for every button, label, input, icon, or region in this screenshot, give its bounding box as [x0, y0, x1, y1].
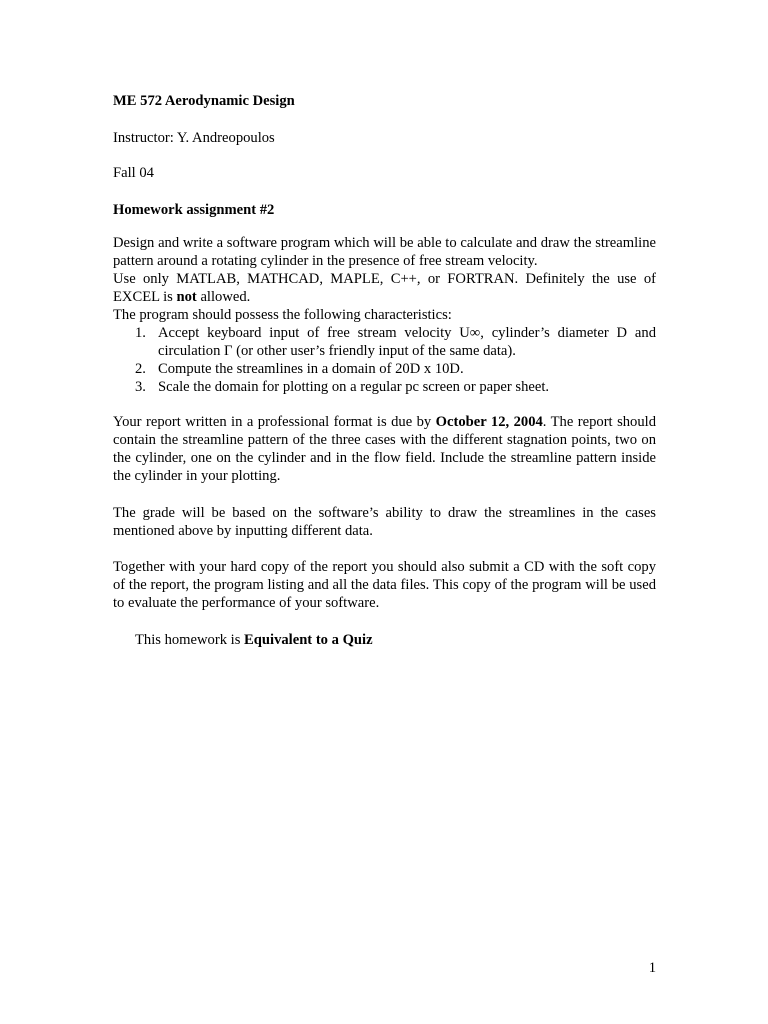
not-emphasis: not [176, 289, 197, 305]
characteristics-paragraph: The program should possess the following characteristics: [113, 307, 452, 323]
course-title: ME 572 Aerodynamic Design [113, 93, 295, 109]
language-paragraph [113, 270, 656, 306]
list-number: 3. [135, 379, 146, 395]
list-text: Accept keyboard input of free stream velocity U∞, cylinder’s diameter D and circulation Γ (or other user’s friendly input of the same data). [158, 325, 656, 359]
language-suffix: allowed. [196, 289, 251, 305]
assignment-title: Homework assignment #2 [113, 202, 275, 218]
grade-section [113, 504, 656, 540]
list-number: 1. [135, 325, 146, 341]
requirements-list [113, 324, 656, 396]
list-number: 2. [135, 361, 146, 377]
design-paragraph: Design and write a software program which will be able to calculate and draw the streamline pattern around a rotating cylinder in the presence of free stream velocity. [113, 235, 656, 269]
term-line: Fall 04 [113, 165, 154, 181]
list-text: Scale the domain for plotting on a regular pc screen or paper sheet. [158, 379, 550, 395]
instructor-line: Instructor: Y. Andreopoulos [113, 130, 275, 146]
quiz-emphasis: Equivalent to a Quiz [244, 632, 373, 648]
list-item [135, 324, 656, 360]
submission-paragraph: Together with your hard copy of the report you should also submit a CD with the soft copy of the report, the program listing and all the data files. This copy of the program will be used to evaluate the performance of your software. [113, 559, 656, 611]
grade-paragraph: The grade will be based on the software’s ability to draw the streamlines in the cases mentioned above by inputting different data. [113, 505, 656, 539]
report-suffix: . The report should contain the streamline pattern of the three cases with the different stagnation points, two on the cylinder, one on the cylinder and in the flow field. Include the streamline pattern inside the cylinder in your plotting. [113, 414, 656, 484]
quiz-note [135, 631, 635, 649]
language-text: Use only MATLAB, MATHCAD, MAPLE, C++, or FORTRAN. Definitely the use of EXCEL is [113, 271, 656, 305]
due-date: October 12, 2004 [435, 414, 543, 430]
submission-section [113, 558, 656, 612]
page-number: 1 [648, 960, 656, 976]
report-prefix: Your report written in a professional format is due by [113, 414, 436, 430]
report-section [113, 413, 656, 485]
list-text: Compute the streamlines in a domain of 20D x 10D. [158, 361, 464, 377]
list-item [135, 378, 656, 396]
report-paragraph [113, 413, 656, 485]
list-item [135, 360, 656, 378]
quiz-prefix: This homework is [135, 632, 245, 648]
assignment-intro [113, 234, 656, 396]
